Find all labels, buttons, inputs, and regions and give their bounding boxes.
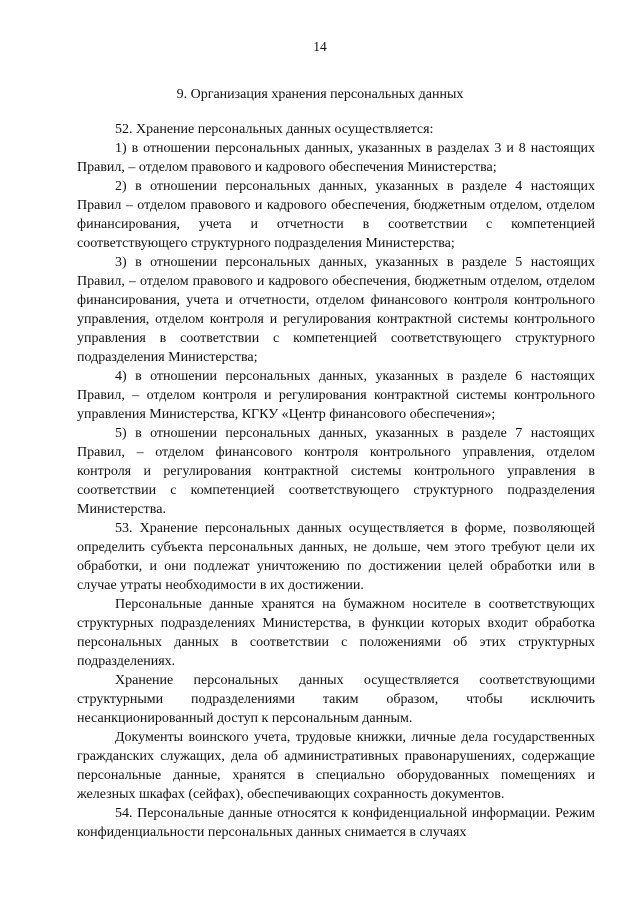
paragraph: Персональные данные хранятся на бумажном носителе в соответствующих структурных подразделениях Министерства, в функции которых входит обработка персональных данных в соответствии с положениями об этих структурных подразделениях. bbox=[77, 597, 595, 669]
paragraph: 2) в отношении персональных данных, указанных в разделе 4 настоящих Правил – отделом правового и кадрового обеспечения, бюджетным отделом, отделом финансирования, учета и отчетности в соответствии с компетенцией соответствующего структурного подразделения Министерства; bbox=[77, 179, 595, 251]
page-number: 14 bbox=[313, 39, 327, 54]
section-heading: 9. Организация хранения персональных данных bbox=[176, 87, 464, 102]
paragraph: Документы воинского учета, трудовые книжки, личные дела государственных гражданских служащих, дела об административных правонарушениях, содержащие персональные данные, хранятся в специально оборудованных помещениях и железных шкафах (сейфах), обеспечивающих сохранность документов. bbox=[77, 730, 595, 802]
paragraph: 4) в отношении персональных данных, указанных в разделе 6 настоящих Правил, – отделом контроля и регулирования контрактной системы контрольного управления Министерства, КГКУ «Центр финансового обеспечения»; bbox=[77, 369, 595, 422]
paragraph: 52. Хранение персональных данных осуществляется: bbox=[115, 122, 434, 137]
document-body bbox=[77, 120, 595, 842]
paragraph: Хранение персональных данных осуществляется соответствующими структурными подразделениями таким образом, чтобы исключить несанкционированный доступ к персональным данным. bbox=[77, 673, 595, 726]
paragraph: 1) в отношении персональных данных, указанных в разделах 3 и 8 настоящих Правил, – отделом правового и кадрового обеспечения Министерства; bbox=[77, 141, 595, 175]
paragraph: 3) в отношении персональных данных, указанных в разделе 5 настоящих Правил, – отделом правового и кадрового обеспечения, бюджетным отделом, отделом финансирования, учета и отчетности, отделом финансового контроля контрольного управления, отделом контроля и регулирования контрактной системы контрольного управления в соответствии с компетенцией соответствующего структурного подразделения Министерства; bbox=[77, 255, 595, 365]
paragraph: 53. Хранение персональных данных осуществляется в форме, позволяющей определить субъекта персональных данных, не дольше, чем этого требуют цели их обработки, и они подлежат уничтожению по достижении целей обработки или в случае утраты необходимости в их достижении. bbox=[77, 521, 595, 593]
paragraph: 5) в отношении персональных данных, указанных в разделе 7 настоящих Правил, – отделом финансового контроля контрольного управления, отделом контроля и регулирования контрактной системы контрольного управления в соответствии с компетенцией соответствующего структурного подразделения Министерства. bbox=[77, 426, 595, 517]
paragraph: 54. Персональные данные относятся к конфиденциальной информации. Режим конфиденциальности персональных данных снимается в случаях bbox=[77, 806, 595, 840]
